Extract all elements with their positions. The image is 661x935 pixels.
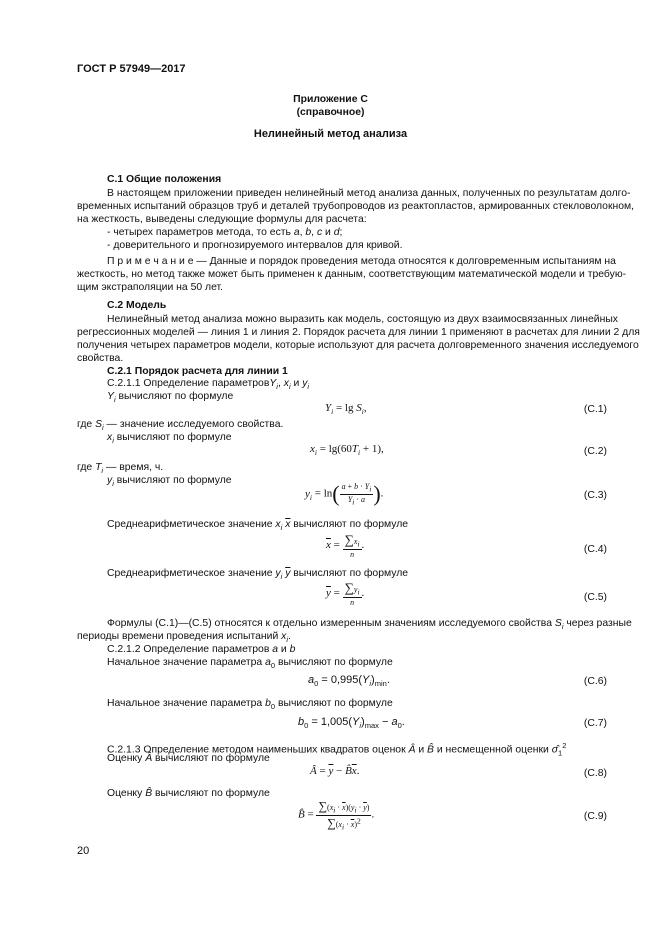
text-line: $Y_i$ вычисляют по формуле <box>107 391 234 405</box>
equation-number: (С.1) <box>583 404 607 415</box>
section-heading: С.1 Общие положения <box>107 174 222 185</box>
section-heading: С.2 Модель <box>107 300 167 311</box>
clause-c213: С.2.1.3 Определение методом наименьших квадратов оценок Â и B̂ и несмещенной оценки $\sigmâ_1^2$ <box>107 741 567 758</box>
bullet-item: - доверительного и прогнозируемого интервалов для кривой. <box>107 240 403 251</box>
paragraph-line: периоды времени проведения испытаний $x_i$. <box>77 631 291 645</box>
formula-c2: $x_i = \lg(60T_i + 1)$, <box>310 443 384 458</box>
paragraph-line: временных испытаний образцов труб и деталей трубопроводов из реактопластов, армированных стекловолокном, <box>77 201 635 212</box>
text-line: Среднеарифметическое значение $x_i$ $\overline{x}$ вычисляют по формуле <box>107 519 409 533</box>
formula-c7: $b_0 = 1,005(Y_i)_{max} - a_0$. <box>298 716 405 731</box>
subsection-heading: С.2.1 Порядок расчета для линии 1 <box>107 366 288 377</box>
paragraph-line: В настоящем приложении приведен нелинейный метод анализа данных, полученных по результатам долго- <box>107 188 631 199</box>
paragraph-line: свойства. <box>77 353 124 364</box>
note-line <box>107 255 614 268</box>
appendix-name: Нелинейный метод анализа <box>253 128 408 140</box>
equation-number: (С.8) <box>583 768 607 779</box>
text-line: Среднеарифметическое значение $y_i$ $\overline{y}$ вычисляют по формуле <box>107 568 409 582</box>
paragraph-line: получения четырех параметров модели, которые используют для расчета долговременного значения исследуемого <box>77 340 639 351</box>
clause-c212: С.2.1.2 Определение параметров a и b <box>107 644 296 655</box>
bullet-item: - четырех параметров метода, то есть a, b, c и d; <box>107 227 343 238</box>
text-line: где $S_i$ — значение исследуемого свойства. <box>77 419 284 433</box>
formula-c8: Â = $\overline{y}$ − $B̂\overline{x}$. <box>310 765 360 777</box>
note-line: жесткость, но метод также может быть применен к данным, соответствующим математической модели и требую- <box>77 269 627 280</box>
paragraph-line: на жесткость, выведены следующие формулы для расчета: <box>77 214 367 225</box>
note-label: П р и м е ч а н и е <box>107 256 194 267</box>
equation-number: (С.2) <box>583 446 607 457</box>
equation-number: (С.6) <box>583 676 607 687</box>
equation-number: (С.9) <box>583 811 607 822</box>
text-line: Начальное значение параметра $b_0$ вычисляют по формуле <box>107 698 393 712</box>
clause-c211: С.2.1.1 Определение параметровY$_i$, $x_i$ и $y_i$ <box>107 378 310 392</box>
formula-c4: $\overline{x}$ = $\sum x_i$ n . <box>326 532 365 559</box>
text-line: Оценку Â вычисляют по формуле <box>107 753 270 764</box>
paragraph-line: Формулы (С.1)—(С.5) относятся к отдельно измеренным значениям исследуемого свойства $S_i$ через разные <box>107 618 632 632</box>
appendix-title: Приложение С <box>293 94 368 105</box>
equation-number: (С.3) <box>583 490 607 501</box>
paragraph-line: регрессионных моделей — линия 1 и линия 2. Порядок расчета для линии 1 применяют в расчетах для линии 2 для <box>77 327 640 338</box>
formula-c6: $a_0 = 0,995(Y_i)_{min}$. <box>308 674 390 689</box>
equation-number: (С.5) <box>583 592 607 603</box>
text-line: Оценку B̂ вычисляют по формуле <box>107 788 270 799</box>
formula-c3: $y_i = \ln$( $\frac{a + b \cdot Y_i}{Y_i \cdot a}$ ). <box>305 481 384 507</box>
note-line: щим экстраполяции на 50 лет. <box>77 282 224 293</box>
text-line: Начальное значение параметра $a_0$ вычисляют по формуле <box>107 657 393 671</box>
equation-number: (С.7) <box>583 718 607 729</box>
page-number: 20 <box>77 845 90 857</box>
text-line: $y_i$ вычисляют по формуле <box>107 475 232 489</box>
paragraph-line: Нелинейный метод анализа можно выразить как модель, состоящую из двух взаимосвязанных линейных <box>107 314 618 325</box>
equation-number: (С.4) <box>583 544 607 555</box>
formula-c1: $Y_i = \lg S_i$, <box>325 402 367 417</box>
formula-c5: $\overline{y}$ = $\sum y_i$ n . <box>326 580 365 607</box>
text-line: $x_i$ вычисляют по формуле <box>107 432 232 446</box>
text-line: где $T_i$ — время, ч. <box>77 462 164 476</box>
note-text: — Данные и порядок проведения метода относятся к долговременным испытаниям на <box>193 256 616 267</box>
formula-c9: B̂ = $\frac{\sum(x_i \cdot \overline{x})(y_i \cdot \overline{y})}{\sum(x_i \cdot \overline{x})^2}$ . <box>298 799 375 832</box>
document-code: ГОСТ Р 57949—2017 <box>77 63 186 75</box>
appendix-subtitle: (справочное) <box>296 107 365 118</box>
